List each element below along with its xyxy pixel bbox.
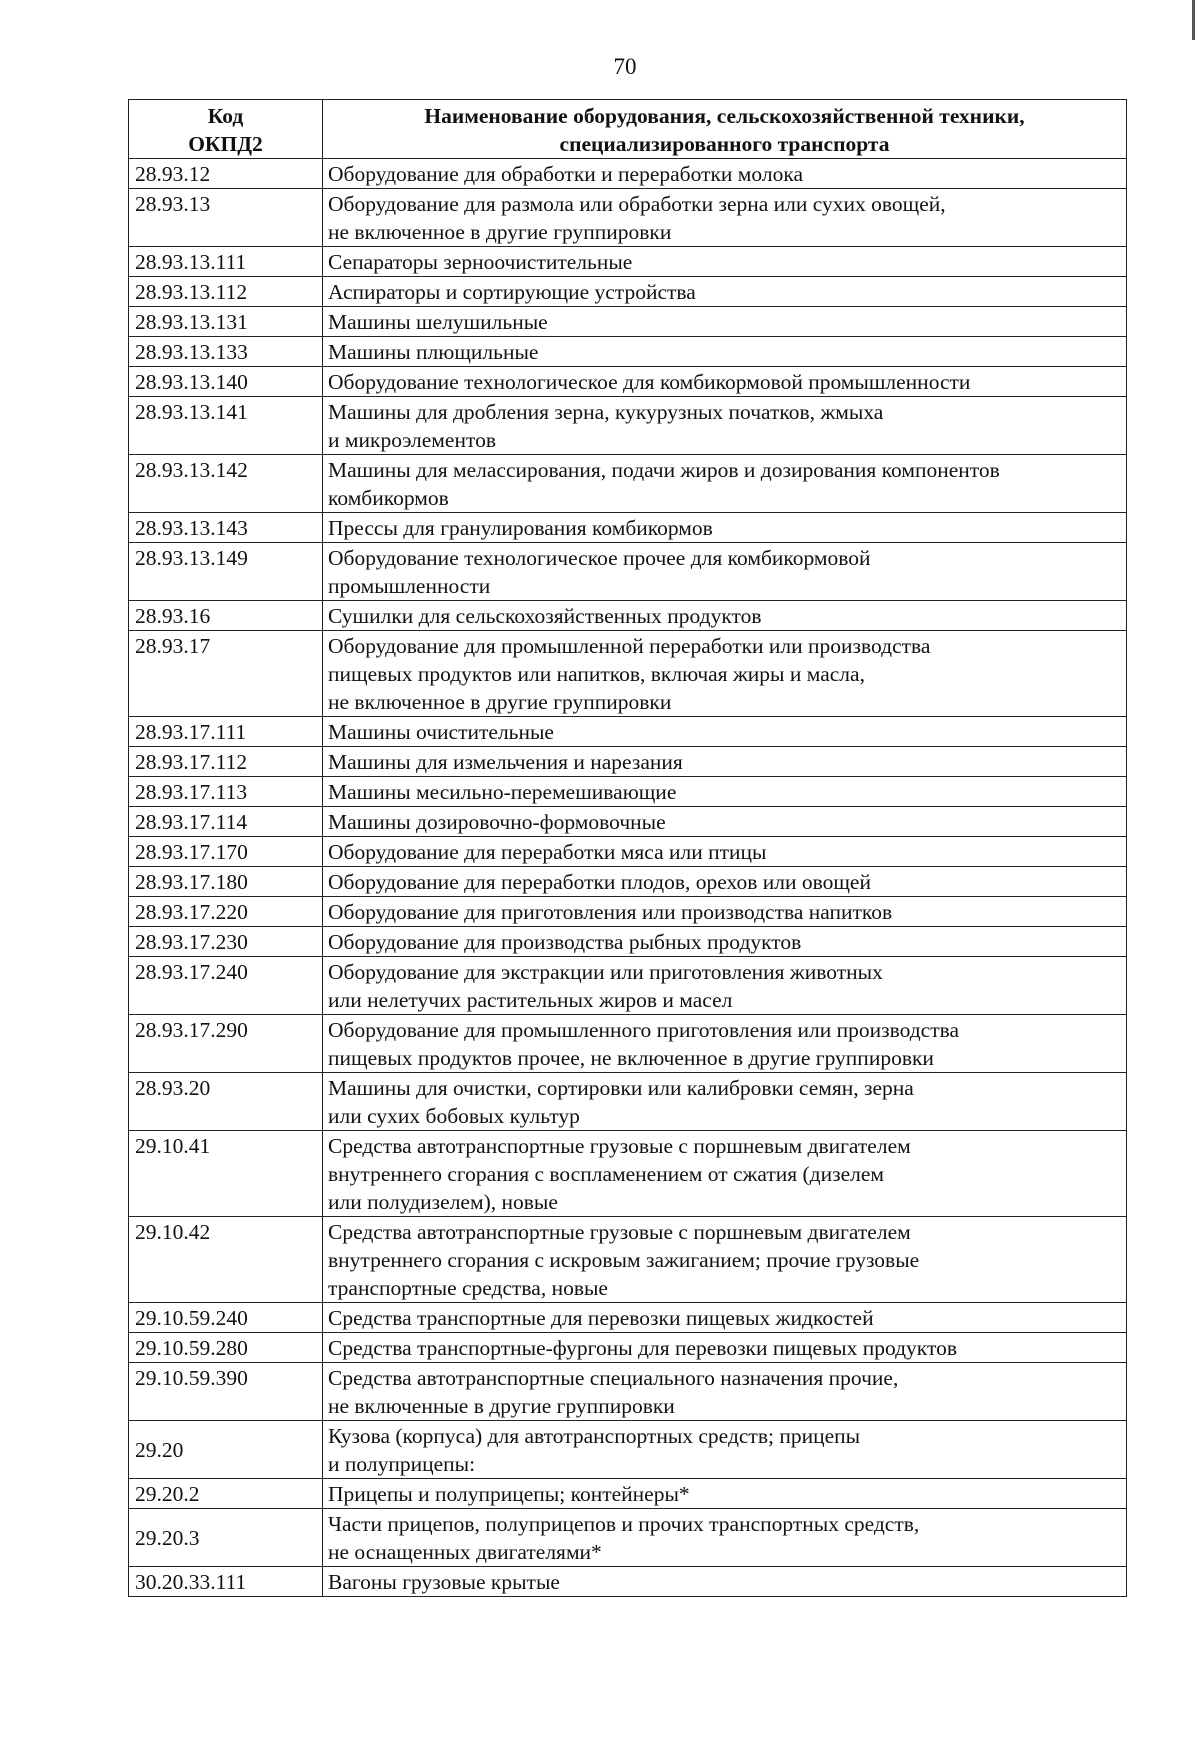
row-name (323, 867, 1127, 897)
row-name-line: Оборудование для экстракции или приготовления животных (328, 960, 883, 984)
row-name-line: Оборудование технологическое прочее для комбикормовой (328, 546, 871, 570)
row-name-line: Оборудование для размола или обработки зерна или сухих овощей, (328, 192, 946, 216)
row-name (323, 717, 1127, 747)
table-row (129, 247, 1127, 277)
row-name-line: внутреннего сгорания с воспламенением от сжатия (дизелем (328, 1162, 885, 1186)
row-name-line: Оборудование для переработки плодов, орехов или овощей (328, 870, 871, 894)
row-name-line: Средства автотранспортные специального назначения прочие, (328, 1366, 899, 1390)
row-name-line: Сепараторы зерноочистительные (328, 250, 633, 274)
table-row (129, 1333, 1127, 1363)
row-name (323, 1421, 1127, 1479)
row-code: 28.93.13.141 (129, 397, 323, 455)
row-name-line: Оборудование для переработки мяса или птицы (328, 840, 767, 864)
table-row (129, 1073, 1127, 1131)
row-name-line: комбикормов (328, 486, 449, 510)
scan-edge-mark (1192, 0, 1195, 40)
row-name (323, 747, 1127, 777)
row-code: 29.20 (129, 1421, 323, 1479)
table-row (129, 897, 1127, 927)
row-name-line: или полудизелем), новые (328, 1190, 558, 1214)
table-row (129, 367, 1127, 397)
row-name-line: Вагоны грузовые крытые (328, 1570, 560, 1594)
row-name (323, 1333, 1127, 1363)
row-code: 28.93.17.113 (129, 777, 323, 807)
table-row (129, 1479, 1127, 1509)
row-code: 28.93.13.112 (129, 277, 323, 307)
row-name (323, 1073, 1127, 1131)
row-name (323, 631, 1127, 717)
row-name-line: Машины шелушильные (328, 310, 548, 334)
header-name (323, 100, 1127, 159)
table-row (129, 337, 1127, 367)
table-row (129, 631, 1127, 717)
row-name (323, 837, 1127, 867)
row-name (323, 1363, 1127, 1421)
row-name-line: Сушилки для сельскохозяйственных продуктов (328, 604, 762, 628)
row-name (323, 1303, 1127, 1333)
row-code: 28.93.13.149 (129, 543, 323, 601)
row-name-line: или нелетучих растительных жиров и масел (328, 988, 733, 1012)
row-name-line: Средства автотранспортные грузовые с поршневым двигателем (328, 1134, 911, 1158)
row-name-line: Средства транспортные-фургоны для перевозки пищевых продуктов (328, 1336, 957, 1360)
row-name (323, 957, 1127, 1015)
row-name (323, 247, 1127, 277)
row-name-line: Машины месильно-перемешивающие (328, 780, 677, 804)
row-name (323, 189, 1127, 247)
table-row (129, 1131, 1127, 1217)
row-code: 28.93.13.140 (129, 367, 323, 397)
okpd-table (128, 99, 1127, 1597)
row-name-line: Оборудование для обработки и переработки молока (328, 162, 804, 186)
row-code: 28.93.20 (129, 1073, 323, 1131)
row-code: 28.93.17.290 (129, 1015, 323, 1073)
table-row (129, 1363, 1127, 1421)
table-row (129, 927, 1127, 957)
table-row (129, 277, 1127, 307)
table-row (129, 1217, 1127, 1303)
header-code-line: Код (207, 104, 244, 128)
row-name-line: Оборудование для промышленной переработки или производства (328, 634, 931, 658)
row-name-line: пищевых продуктов или напитков, включая жиры и масла, (328, 662, 865, 686)
row-name-line: внутреннего сгорания с искровым зажиганием; прочие грузовые (328, 1248, 920, 1272)
row-name-line: Оборудование технологическое для комбикормовой промышленности (328, 370, 971, 394)
row-code: 29.10.42 (129, 1217, 323, 1303)
table-row (129, 1303, 1127, 1333)
row-name-line: не включенное в другие группировки (328, 220, 672, 244)
table-row (129, 1015, 1127, 1073)
row-code: 28.93.17.240 (129, 957, 323, 1015)
row-name-line: транспортные средства, новые (328, 1276, 608, 1300)
row-code: 29.10.59.280 (129, 1333, 323, 1363)
row-name (323, 513, 1127, 543)
row-name-line: Машины очистительные (328, 720, 554, 744)
row-name-line: Прессы для гранулирования комбикормов (328, 516, 713, 540)
row-code: 28.93.17 (129, 631, 323, 717)
row-name-line: Аспираторы и сортирующие устройства (328, 280, 696, 304)
row-name (323, 337, 1127, 367)
row-name (323, 777, 1127, 807)
row-name (323, 1567, 1127, 1597)
header-name-line: специализированного транспорта (559, 132, 890, 156)
row-name (323, 807, 1127, 837)
table-header-row (129, 100, 1127, 159)
table-row (129, 543, 1127, 601)
row-name-line: Оборудование для приготовления или производства напитков (328, 900, 893, 924)
row-name-line: не оснащенных двигателями* (328, 1540, 602, 1564)
row-name-line: не включенное в другие группировки (328, 690, 672, 714)
row-name-line: Машины плющильные (328, 340, 539, 364)
table-row (129, 867, 1127, 897)
row-code: 30.20.33.111 (129, 1567, 323, 1597)
row-code: 28.93.17.111 (129, 717, 323, 747)
table-row (129, 397, 1127, 455)
row-code: 28.93.12 (129, 159, 323, 189)
table-row (129, 159, 1127, 189)
row-name (323, 1217, 1127, 1303)
page-number: 70 (613, 54, 637, 79)
row-code: 28.93.17.114 (129, 807, 323, 837)
row-code: 29.20.3 (129, 1509, 323, 1567)
row-name-line: Оборудование для промышленного приготовления или производства (328, 1018, 960, 1042)
row-name (323, 1509, 1127, 1567)
table-body (129, 159, 1127, 1597)
table-row (129, 1421, 1127, 1479)
row-name-line: пищевых продуктов прочее, не включенное в другие группировки (328, 1046, 934, 1070)
row-code: 28.93.17.180 (129, 867, 323, 897)
row-code: 28.93.13.111 (129, 247, 323, 277)
row-name-line: Машины для дробления зерна, кукурузных початков, жмыха (328, 400, 884, 424)
table-row (129, 747, 1127, 777)
row-code: 29.20.2 (129, 1479, 323, 1509)
header-code-line: ОКПД2 (188, 132, 263, 156)
table-row (129, 1567, 1127, 1597)
table-row (129, 189, 1127, 247)
row-name (323, 1015, 1127, 1073)
row-name-line: Оборудование для производства рыбных продуктов (328, 930, 802, 954)
row-code: 28.93.16 (129, 601, 323, 631)
row-name-line: Машины для очистки, сортировки или калибровки семян, зерна (328, 1076, 914, 1100)
header-code (129, 100, 323, 159)
row-code: 29.10.59.390 (129, 1363, 323, 1421)
row-name-line: Средства автотранспортные грузовые с поршневым двигателем (328, 1220, 911, 1244)
row-name-line: Машины дозировочно-формовочные (328, 810, 666, 834)
row-code: 28.93.13.143 (129, 513, 323, 543)
row-code: 28.93.17.220 (129, 897, 323, 927)
table-row (129, 455, 1127, 513)
table-row (129, 837, 1127, 867)
table-row (129, 307, 1127, 337)
row-code: 29.10.59.240 (129, 1303, 323, 1333)
row-name (323, 455, 1127, 513)
header-name-line: Наименование оборудования, сельскохозяйственной техники, (424, 104, 1025, 128)
table-row (129, 1509, 1127, 1567)
row-name-line: Части прицепов, полуприцепов и прочих транспортных средств, (328, 1512, 920, 1536)
row-name (323, 1479, 1127, 1509)
row-name (323, 543, 1127, 601)
table-row (129, 717, 1127, 747)
row-name (323, 1131, 1127, 1217)
row-name-line: не включенные в другие группировки (328, 1394, 675, 1418)
row-name-line: Кузова (корпуса) для автотранспортных средств; прицепы (328, 1424, 861, 1448)
row-name (323, 367, 1127, 397)
row-name (323, 897, 1127, 927)
row-name (323, 307, 1127, 337)
row-code: 28.93.13.131 (129, 307, 323, 337)
table-row (129, 807, 1127, 837)
table-row (129, 957, 1127, 1015)
row-name (323, 927, 1127, 957)
table-row (129, 513, 1127, 543)
row-name-line: Машины для измельчения и нарезания (328, 750, 683, 774)
row-code: 29.10.41 (129, 1131, 323, 1217)
row-name-line: промышленности (328, 574, 491, 598)
row-name-line: и полуприцепы: (328, 1452, 476, 1476)
row-code: 28.93.17.112 (129, 747, 323, 777)
row-code: 28.93.17.230 (129, 927, 323, 957)
table-row (129, 601, 1127, 631)
row-name (323, 277, 1127, 307)
row-name-line: Машины для мелассирования, подачи жиров и дозирования компонентов (328, 458, 1000, 482)
row-name (323, 159, 1127, 189)
row-name-line: Прицепы и полуприцепы; контейнеры* (328, 1482, 690, 1506)
row-name-line: или сухих бобовых культур (328, 1104, 580, 1128)
row-code: 28.93.17.170 (129, 837, 323, 867)
table-row (129, 777, 1127, 807)
row-name-line: и микроэлементов (328, 428, 496, 452)
row-name (323, 601, 1127, 631)
row-name (323, 397, 1127, 455)
row-name-line: Средства транспортные для перевозки пищевых жидкостей (328, 1306, 874, 1330)
row-code: 28.93.13 (129, 189, 323, 247)
row-code: 28.93.13.133 (129, 337, 323, 367)
row-code: 28.93.13.142 (129, 455, 323, 513)
